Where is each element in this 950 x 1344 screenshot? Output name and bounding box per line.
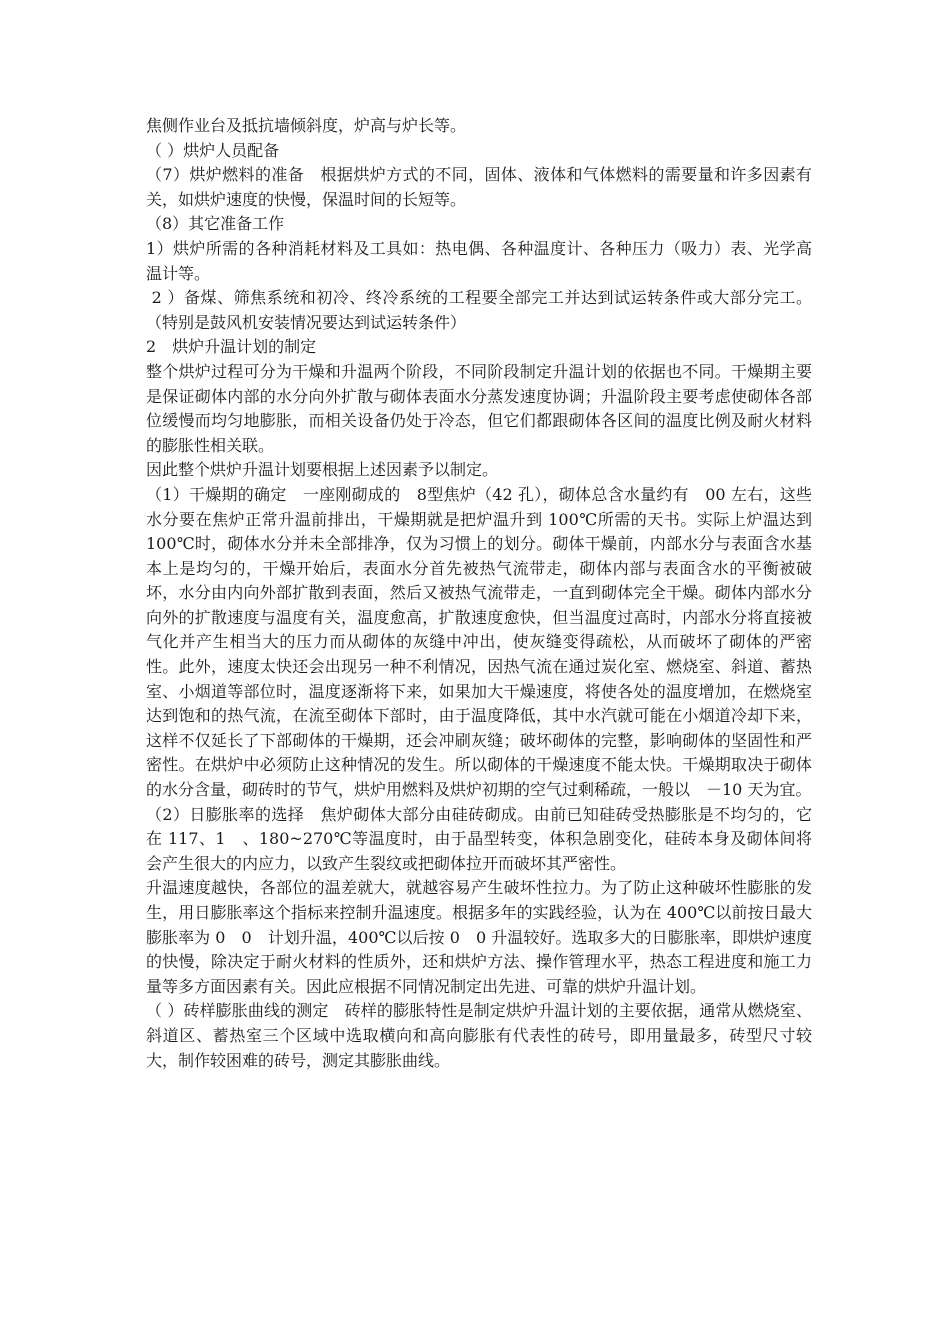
paragraph-8: 因此整个烘炉升温计划要根据上述因素予以制定。 [146, 460, 499, 480]
paragraph-11: 升温速度越快，各部位的温差就大，就越容易产生破坏性拉力。为了防止这种破坏性膨胀的发生，用日膨胀率这个指标来控制升温速度。根据多年的实践经验，认为在 400℃以前按日最大膨胀率为 0 0 计划升温，400℃以后按 0 0 升温较好。选取多大的日膨胀率，即烘炉速度的快慢，除决定于耐火材料的性质外，还和烘炉方法、操作管理水平，热态工程进度和施工力量等多方面因素有关。因此应根据不同情况制定出先进、可靠的烘炉升温计划。 [146, 878, 812, 996]
paragraph-12: （ ）砖样膨胀曲线的测定 砖样的膨胀特性是制定烘炉升温计划的主要依据，通常从燃烧室、斜道区、蓄热室三个区域中选取横向和高向膨胀有代表性的砖号，即用量最多，砖型尺寸较大，制作较困难的砖号，测定其膨胀曲线。 [146, 1001, 812, 1070]
section-heading: 2 烘炉升温计划的制定 [146, 337, 317, 357]
paragraph-0: 焦侧作业台及抵抗墙倾斜度，炉高与炉长等。 [146, 116, 467, 135]
paragraph-4: 1）烘炉所需的各种消耗材料及工具如：热电偶、各种温度计、各种压力（吸力）表、光学高温计等。 [146, 238, 812, 283]
paragraph-10: （2）日膨胀率的选择 焦炉砌体大部分由硅砖砌成。由前已知硅砖受热膨胀是不均匀的，它在 117、1 、180~270℃等温度时，由于晶型转变，体积急剧变化，硅砖本身及砌体间将会产生很大的内应力，以致产生裂纹或把砌体拉开而破坏其严密性。 [146, 804, 812, 873]
paragraph-3: （8）其它准备工作 [146, 214, 285, 234]
paragraph-7: 整个烘炉过程可分为干燥和升温两个阶段，不同阶段制定升温计划的依据也不同。干燥期主要是保证砌体内部的水分向外扩散与砌体表面水分蒸发速度协调；升温阶段主要考虑使砌体各部位缓慢而均匀地膨胀，而相关设备仍处于冷态，但它们都跟砌体各区间的温度比例及耐火材料的膨胀性相关联。 [146, 361, 812, 455]
paragraph-5: 2 ）备煤、筛焦系统和初冷、终冷系统的工程要全部完工并达到试运转条件或大部分完工。（特别是鼓风机安装情况要达到试运转条件） [146, 288, 812, 332]
paragraph-1: （ ）烘炉人员配备 [146, 140, 280, 160]
paragraph-9: （1）干燥期的确定 一座刚砌成的 8型焦炉（42 孔），砌体总含水量约有 00 左右，这些水分要在焦炉正常升温前排出，干燥期就是把炉温升到 100℃所需的天书。实际上炉温达到 100℃时，砌体水分并未全部排净，仅为习惯上的划分。砌体干燥前，内部水分与表面含水基本上是均匀的，干燥开始后，表面水分首先被热气流带走，砌体内部与表面含水的平衡被破坏，水分由内向外部扩散到表面，然后又被热气流带走，一直到砌体完全干燥。砌体内部水分向外的扩散速度与温度有关，温度愈高，扩散速度愈快，但当温度过高时，内部水分将直接被气化并产生相当大的压力而从砌体的灰缝中冲出，使灰缝变得疏松，从而破坏了砌体的严密性。此外，速度太快还会出现另一种不利情况，因热气流在通过炭化室、燃烧室、斜道、蓄热室、小烟道等部位时，温度逐渐将下来，如果加大干燥速度，将使各处的温度增加，在燃烧室达到饱和的热气流，在流至砌体下部时，由于温度降低，其中水汽就可能在小烟道冷却下来，这样不仅延长了下部砌体的干燥期，还会冲刷灰缝；破坏砌体的完整，影响砌体的坚固性和严密性。在烘炉中必须防止这种情况的发生。所以砌体的干燥速度不能太快。干燥期取决于砌体的水分含量，砌砖时的节气，烘炉用燃料及烘炉初期的空气过剩稀疏，一般以 －10 天为宜。 [146, 484, 818, 800]
document-body [146, 114, 818, 1073]
paragraph-2: （7）烘炉燃料的准备 根据烘炉方式的不同，固体、液体和气体燃料的需要量和许多因素有关，如烘炉速度的快慢，保温时间的长短等。 [146, 165, 812, 209]
